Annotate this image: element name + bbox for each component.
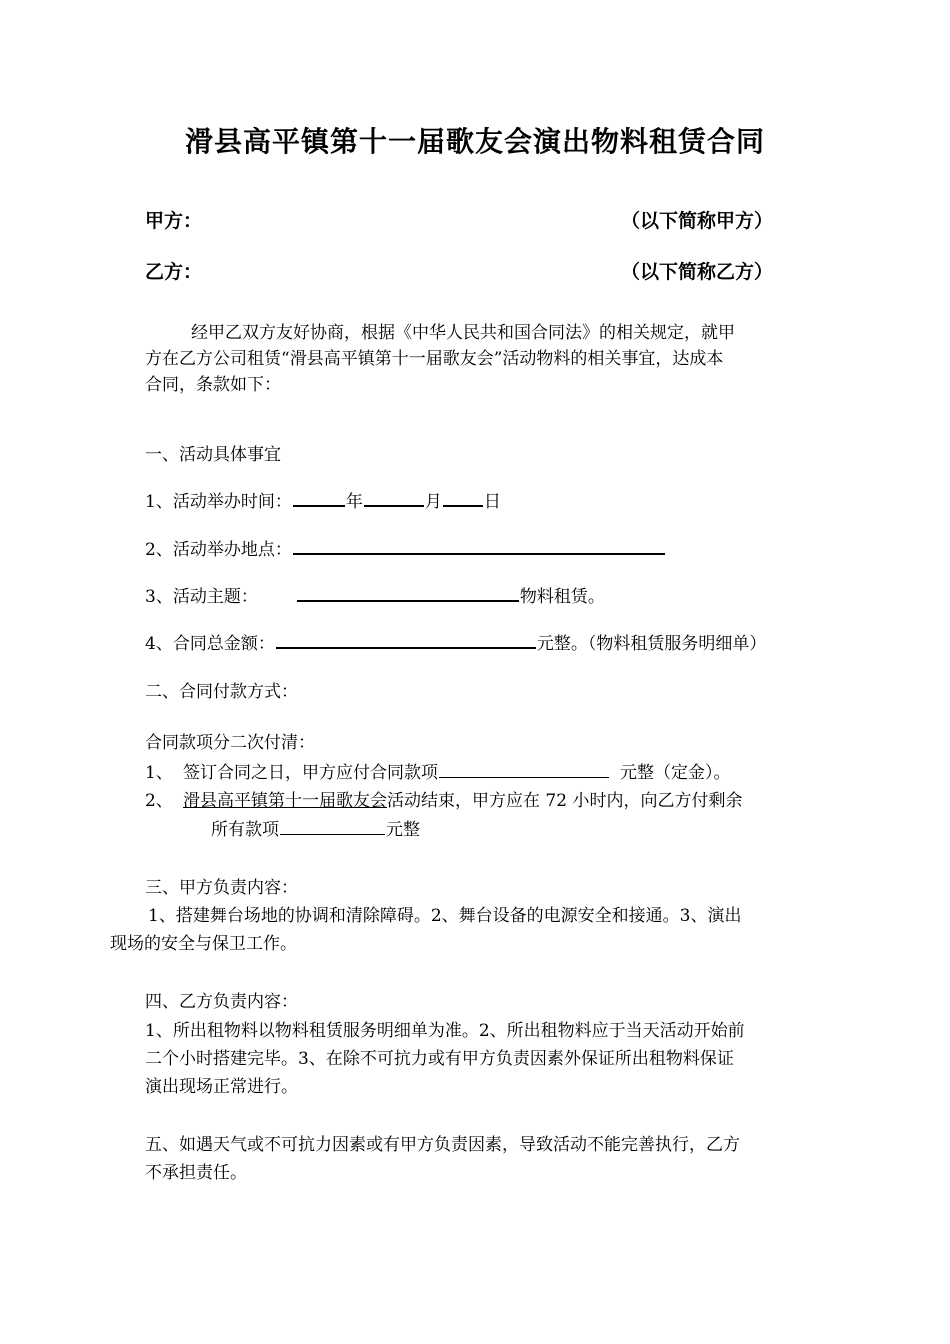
section-5-line-2: 不承担责任。 — [145, 1163, 247, 1183]
total-amount-label: 4、合同总金额： — [145, 634, 275, 654]
party-a-note: （以下简称甲方） — [621, 210, 774, 232]
party-b-label: 乙方： — [145, 261, 203, 283]
intro-line-2: 方在乙方公司租赁“滑县高平镇第十一届歌友会”活动物料的相关事宜，达成本 — [145, 349, 724, 369]
intro-line-1: 经甲乙双方友好协商，根据《中华人民共和国合同法》的相关规定，就甲 — [191, 323, 735, 343]
remaining-blank — [280, 818, 385, 835]
activity-theme-label: 3、活动主题： — [145, 587, 258, 607]
activity-place-row — [145, 535, 666, 560]
payment-2-suffix: 元整 — [386, 820, 420, 840]
section-1-heading: 一、活动具体事宜 — [145, 445, 281, 465]
activity-time-label: 1、活动举办时间： — [145, 492, 292, 512]
section-4-line-3: 演出现场正常进行。 — [145, 1077, 298, 1097]
year-blank — [293, 489, 345, 507]
payment-2-line2: 所有款项 — [211, 820, 279, 840]
activity-time-row — [145, 487, 501, 512]
day-label: 日 — [483, 492, 501, 512]
section-4-line-1: 1、所出租物料以物料租赁服务明细单为准。2、所出租物料应于当天活动开始前 — [145, 1021, 745, 1041]
total-amount-row — [145, 629, 766, 654]
payment-sub-heading: 合同款项分二次付清： — [145, 733, 315, 753]
payment-1-row — [183, 758, 731, 783]
activity-theme-row — [145, 582, 605, 607]
activity-place-label: 2、活动举办地点： — [145, 540, 292, 560]
payment-2-row — [183, 786, 742, 811]
payment-1-suffix: 元整（定金）。 — [620, 763, 731, 783]
amount-blank — [276, 631, 536, 649]
theme-blank — [297, 584, 519, 602]
payment-1-number: 1、 — [145, 763, 173, 783]
section-3-line-1: 1、搭建舞台场地的协调和清除障碍。2、舞台设备的电源安全和接通。3、演出 — [148, 906, 742, 926]
document-title: 滑县高平镇第十一届歌友会演出物料租赁合同 — [184, 125, 765, 158]
month-label: 月 — [424, 492, 442, 512]
party-b-note: （以下简称乙方） — [621, 261, 774, 283]
deposit-blank — [439, 761, 609, 778]
month-blank — [364, 489, 424, 507]
place-blank — [293, 537, 665, 555]
section-5-line-1: 五、如遇天气或不可抗力因素或有甲方负责因素，导致活动不能完善执行，乙方 — [145, 1135, 740, 1155]
day-blank — [443, 489, 483, 507]
payment-2-row-2 — [211, 815, 420, 840]
intro-line-3: 合同，条款如下： — [145, 375, 281, 395]
section-3-heading: 三、甲方负责内容： — [145, 878, 298, 898]
section-4-line-2: 二个小时搭建完毕。3、在除不可抗力或有甲方负责因素外保证所出租物料保证 — [145, 1049, 734, 1069]
party-a-label: 甲方： — [145, 210, 203, 232]
total-amount-suffix: 元整。（物料租赁服务明细单） — [536, 634, 767, 654]
section-3-line-2: 现场的安全与保卫工作。 — [110, 934, 297, 954]
payment-2-text: 活动结束，甲方应在 72 小时内，向乙方付剩余 — [387, 791, 743, 811]
payment-2-number: 2、 — [145, 791, 173, 811]
year-label: 年 — [345, 492, 363, 512]
payment-1-text: 签订合同之日，甲方应付合同款项 — [183, 763, 438, 783]
section-4-heading: 四、乙方负责内容： — [145, 992, 298, 1012]
section-2-heading: 二、合同付款方式： — [145, 682, 298, 702]
payment-2-event: 滑县高平镇第十一届歌友会 — [183, 791, 387, 811]
activity-theme-suffix: 物料租赁。 — [519, 587, 605, 607]
